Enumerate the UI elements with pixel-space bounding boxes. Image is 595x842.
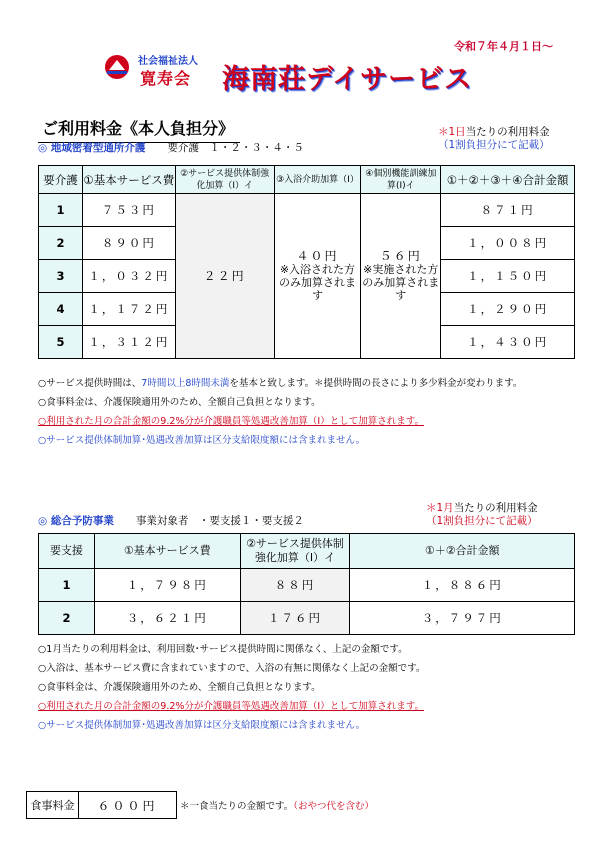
prev-section-label: ◎ 総合予防事業 [38,515,114,527]
care-note-prefix: ＊1日 [438,126,466,138]
col-add3: ④個別機能訓練加算(Ⅰ)イ [361,166,441,194]
care-note-4: ○サービス提供体制加算･処遇改善加算は区分支給限度額には含まれません。 [38,435,366,446]
col-total: ①＋②＋③＋④合計金額 [441,166,575,194]
care-rate-note [438,126,550,152]
table-row [39,602,575,635]
row-total: ３，７９７円 [350,602,575,635]
row-level: 5 [39,326,83,359]
table-row [39,194,575,227]
meal-note [180,798,374,812]
col-total: ①＋②合計金額 [350,534,575,569]
prev-note-5: ○サービス提供体制加算･処遇改善加算は区分支給限度額には含まれません。 [38,720,366,731]
care-section-title [38,140,304,155]
row-level: 4 [39,293,83,326]
care-note-1 [38,374,578,393]
care-notes [38,374,578,450]
row-base: １，０３２円 [82,260,175,293]
row-total: ８７１円 [441,194,575,227]
row-total: １，２９０円 [441,293,575,326]
row-add1: ８８円 [240,569,350,602]
row-base: ３，６２１円 [94,602,240,635]
row-base: １，３１２円 [82,326,175,359]
col-add1: ②サービス提供体制強化加算（Ⅰ）イ [240,534,350,569]
prev-note-1: ○1月当たりの利用料金は、利用回数･サービス提供時間に関係なく、上記の金額です。 [38,644,408,655]
prev-note-prefix: ＊1月 [426,502,454,514]
row-level: 3 [39,260,83,293]
meal-note-highlight: （おやつ代を含む） [293,801,375,812]
prevention-rate-note [426,502,538,528]
care-section-sub: 要介護 １・２・３・４・５ [167,142,304,154]
org-name: 寛寿会 [140,69,192,88]
meal-label: 食事料金 [27,792,79,819]
effective-date: 令和７年４月１日～ [454,40,553,53]
prev-note-line2: （1割負担分にて記載） [426,515,538,527]
meal-value: ６００円 [79,792,177,819]
add3-value: ５６円 [379,249,422,263]
care-fee-table [38,165,575,359]
meal-fee-table [26,791,177,819]
prev-note-2: ○入浴は、基本サービス費に含まれていますので、入浴の有無に関係なく上記の金額です。 [38,663,426,674]
col-add2: ③入浴介助加算（Ⅰ） [274,166,361,194]
row-level: 2 [39,602,95,635]
facility-name: 海南荘デイサービス [222,64,473,95]
row-level: 2 [39,227,83,260]
col-level: 要支援 [39,534,95,569]
care-table-header [39,166,575,194]
add3-cell [361,194,441,359]
col-add1: ②サービス提供体制強化加算（Ⅰ）イ [175,166,274,194]
care-note-2: ○食事料金は、介護保険適用外のため、全額自己負担となります。 [38,397,321,408]
care-section-label: ◎ 地域密着型通所介護 [38,142,146,154]
row-base: ８９０円 [82,227,175,260]
care-note-line2: （1割負担分にて記載） [438,139,550,151]
prev-note-3: ○食事料金は、介護保険適用外のため、全額自己負担となります。 [38,682,321,693]
prevention-section-title [38,513,304,528]
row-add1: １７６円 [240,602,350,635]
col-level: 要介護 [39,166,83,194]
meal-note-text: ＊一食当たりの金額です。 [180,801,294,812]
care-note-3: ○利用された月の合計金額の9.2%分が介護職員等処遇改善加算（Ⅰ）として加算されます。 [38,416,424,427]
prev-section-sub: 事業対象者 ・要支援１・要支援２ [135,515,304,527]
row-total: １，８８６円 [350,569,575,602]
care-note-1c: を基本と致します。＊提供時間の長さにより多少料金が変わります。 [229,378,523,389]
row-total: １，４３０円 [441,326,575,359]
prev-note-4: ○利用された月の合計金額の9.2%分が介護職員等処遇改善加算（Ⅰ）として加算されます。 [38,701,424,712]
add3-note: ※実施された方のみ加算されます [362,263,440,302]
page-heading: ご利用料金《本人負担分》 [38,116,240,143]
prev-table-header [39,534,575,569]
row-total: １，１５０円 [441,260,575,293]
mountain-wave-logo [104,54,130,80]
care-note-1b: 7時間以上8時間未満 [141,378,230,389]
row-base: １，１７２円 [82,293,175,326]
add2-note: ※入浴された方のみ加算されます [278,263,356,302]
add2-cell [274,194,361,359]
add2-value: ４０円 [296,249,339,263]
prev-note-suffix: 当たりの利用料金 [453,502,538,514]
col-base: ①基本サービス費 [82,166,175,194]
prevention-notes [38,640,578,735]
add1-value: ２２円 [175,194,274,359]
row-total: １，００８円 [441,227,575,260]
row-level: 1 [39,194,83,227]
care-note-suffix: 当たりの利用料金 [465,126,550,138]
row-base: ７５３円 [82,194,175,227]
table-row [39,569,575,602]
row-base: １，７９８円 [94,569,240,602]
org-type: 社会福祉法人 [138,56,198,67]
row-level: 1 [39,569,95,602]
care-note-1a: ○サービス提供時間は、 [38,378,142,389]
col-base: ①基本サービス費 [94,534,240,569]
prevention-fee-table [38,533,575,635]
